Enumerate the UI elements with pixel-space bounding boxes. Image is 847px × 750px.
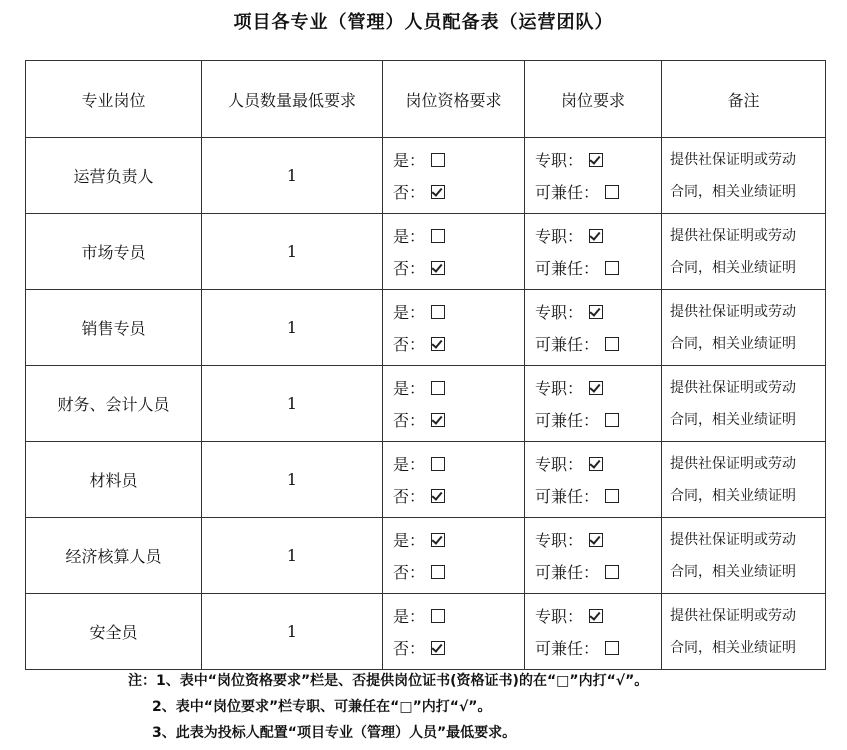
full-time-option (535, 448, 661, 480)
remark-line-1: 提供社保证明或劳动 (670, 227, 796, 244)
full-time-label: 专职： (535, 531, 584, 550)
full-time-label: 专职： (535, 607, 584, 626)
qualification-cell (383, 366, 525, 442)
note-1: 注：1、表中“岗位资格要求”栏是、否提供岗位证书(资格证书)的在“□”内打“√”。 (128, 673, 649, 689)
remark-line-2: 合同，相关业绩证明 (670, 487, 796, 504)
remark-line-1: 提供社保证明或劳动 (670, 303, 796, 320)
qual-no-option (393, 632, 524, 664)
qual-no-label: 否： (393, 411, 426, 430)
full-time-label: 专职： (535, 379, 584, 398)
table-row (26, 366, 826, 442)
part-time-option (535, 480, 661, 512)
full-time-option (535, 524, 661, 556)
checkbox-icon[interactable] (431, 305, 445, 319)
remarks-cell (662, 138, 826, 214)
part-time-option (535, 252, 661, 284)
part-time-label: 可兼任： (535, 639, 600, 658)
remark-line-1: 提供社保证明或劳动 (670, 455, 796, 472)
checkbox-icon[interactable] (605, 261, 619, 275)
checkbox-icon[interactable] (605, 489, 619, 503)
part-time-option (535, 404, 661, 436)
qual-no-label: 否： (393, 487, 426, 506)
qual-no-label: 否： (393, 563, 426, 582)
header-post-requirement: 岗位要求 (525, 61, 662, 138)
qual-no-option (393, 404, 524, 436)
checkbox-icon[interactable] (431, 641, 445, 655)
checkbox-icon[interactable] (605, 565, 619, 579)
count-cell: 1 (202, 594, 383, 670)
remark-line-2: 合同，相关业绩证明 (670, 563, 796, 580)
table-row (26, 290, 826, 366)
qual-no-option (393, 480, 524, 512)
qualification-cell (383, 290, 525, 366)
part-time-option (535, 176, 661, 208)
qual-yes-option (393, 372, 524, 404)
qual-yes-label: 是： (393, 455, 426, 474)
table-header-row (26, 61, 826, 138)
count-cell: 1 (202, 442, 383, 518)
remarks-cell (662, 594, 826, 670)
checkbox-icon[interactable] (589, 381, 603, 395)
full-time-option (535, 296, 661, 328)
role-cell: 财务、会计人员 (26, 366, 202, 442)
count-cell: 1 (202, 518, 383, 594)
checkbox-icon[interactable] (605, 413, 619, 427)
qual-yes-option (393, 524, 524, 556)
qualification-cell (383, 442, 525, 518)
part-time-label: 可兼任： (535, 183, 600, 202)
remarks-cell (662, 290, 826, 366)
header-role: 专业岗位 (26, 61, 202, 138)
remarks-cell (662, 366, 826, 442)
qual-no-option (393, 556, 524, 588)
header-remarks: 备注 (662, 61, 826, 138)
checkbox-icon[interactable] (589, 533, 603, 547)
qual-no-label: 否： (393, 259, 426, 278)
qual-yes-option (393, 448, 524, 480)
full-time-option (535, 220, 661, 252)
qual-yes-label: 是： (393, 151, 426, 170)
count-cell: 1 (202, 214, 383, 290)
qual-no-option (393, 176, 524, 208)
count-cell: 1 (202, 138, 383, 214)
part-time-label: 可兼任： (535, 335, 600, 354)
post-requirement-cell (525, 214, 662, 290)
checkbox-icon[interactable] (431, 185, 445, 199)
qual-no-label: 否： (393, 335, 426, 354)
full-time-option (535, 372, 661, 404)
post-requirement-cell (525, 290, 662, 366)
qual-yes-option (393, 220, 524, 252)
qual-yes-option (393, 600, 524, 632)
full-time-label: 专职： (535, 303, 584, 322)
qual-yes-label: 是： (393, 379, 426, 398)
checkbox-icon[interactable] (431, 229, 445, 243)
part-time-label: 可兼任： (535, 259, 600, 278)
qual-yes-option (393, 296, 524, 328)
qual-no-label: 否： (393, 639, 426, 658)
qualification-cell (383, 518, 525, 594)
full-time-option (535, 600, 661, 632)
note-2: 2、表中“岗位要求”栏专职、可兼任在“□”内打“√”。 (152, 699, 492, 715)
note-3: 3、此表为投标人配置“项目专业（管理）人员”最低要求。 (152, 725, 517, 741)
checkbox-icon[interactable] (431, 413, 445, 427)
post-requirement-cell (525, 138, 662, 214)
part-time-label: 可兼任： (535, 563, 600, 582)
table-row (26, 442, 826, 518)
role-cell: 市场专员 (26, 214, 202, 290)
qual-no-label: 否： (393, 183, 426, 202)
count-cell: 1 (202, 366, 383, 442)
qual-yes-label: 是： (393, 227, 426, 246)
qual-no-option (393, 252, 524, 284)
staffing-table (25, 60, 826, 670)
remark-line-2: 合同，相关业绩证明 (670, 259, 796, 276)
remarks-cell (662, 442, 826, 518)
remark-line-2: 合同，相关业绩证明 (670, 183, 796, 200)
full-time-label: 专职： (535, 151, 584, 170)
role-cell: 经济核算人员 (26, 518, 202, 594)
checkbox-icon[interactable] (589, 609, 603, 623)
remark-line-2: 合同，相关业绩证明 (670, 639, 796, 656)
role-cell: 销售专员 (26, 290, 202, 366)
checkbox-icon[interactable] (589, 457, 603, 471)
part-time-option (535, 632, 661, 664)
page-title: 项目各专业（管理）人员配备表（运营团队） (233, 12, 614, 33)
checkbox-icon[interactable] (431, 381, 445, 395)
checkbox-icon[interactable] (605, 337, 619, 351)
header-count: 人员数量最低要求 (202, 61, 383, 138)
qual-yes-label: 是： (393, 303, 426, 322)
checkbox-icon[interactable] (431, 153, 445, 167)
checkbox-icon[interactable] (431, 609, 445, 623)
part-time-option (535, 556, 661, 588)
post-requirement-cell (525, 442, 662, 518)
post-requirement-cell (525, 366, 662, 442)
remark-line-2: 合同，相关业绩证明 (670, 411, 796, 428)
part-time-label: 可兼任： (535, 487, 600, 506)
qualification-cell (383, 214, 525, 290)
full-time-label: 专职： (535, 227, 584, 246)
remark-line-1: 提供社保证明或劳动 (670, 531, 796, 548)
qualification-cell (383, 138, 525, 214)
checkbox-icon[interactable] (431, 565, 445, 579)
count-cell: 1 (202, 290, 383, 366)
checkbox-icon[interactable] (431, 261, 445, 275)
checkbox-icon[interactable] (605, 185, 619, 199)
qual-yes-label: 是： (393, 531, 426, 550)
checkbox-icon[interactable] (589, 229, 603, 243)
table-row (26, 214, 826, 290)
qual-yes-option (393, 144, 524, 176)
role-cell: 材料员 (26, 442, 202, 518)
remark-line-1: 提供社保证明或劳动 (670, 607, 796, 624)
remark-line-1: 提供社保证明或劳动 (670, 379, 796, 396)
post-requirement-cell (525, 518, 662, 594)
remark-line-1: 提供社保证明或劳动 (670, 151, 796, 168)
checkbox-icon[interactable] (431, 489, 445, 503)
remarks-cell (662, 214, 826, 290)
checkbox-icon[interactable] (431, 533, 445, 547)
qualification-cell (383, 594, 525, 670)
checkbox-icon[interactable] (589, 153, 603, 167)
checkbox-icon[interactable] (605, 641, 619, 655)
remark-line-2: 合同，相关业绩证明 (670, 335, 796, 352)
notes-section (128, 668, 648, 746)
table-row (26, 594, 826, 670)
qual-no-option (393, 328, 524, 360)
header-qualification: 岗位资格要求 (383, 61, 525, 138)
role-cell: 安全员 (26, 594, 202, 670)
checkbox-icon[interactable] (589, 305, 603, 319)
full-time-label: 专职： (535, 455, 584, 474)
table-row (26, 518, 826, 594)
checkbox-icon[interactable] (431, 337, 445, 351)
full-time-option (535, 144, 661, 176)
table-row (26, 138, 826, 214)
remarks-cell (662, 518, 826, 594)
post-requirement-cell (525, 594, 662, 670)
role-cell: 运营负责人 (26, 138, 202, 214)
checkbox-icon[interactable] (431, 457, 445, 471)
part-time-option (535, 328, 661, 360)
part-time-label: 可兼任： (535, 411, 600, 430)
qual-yes-label: 是： (393, 607, 426, 626)
